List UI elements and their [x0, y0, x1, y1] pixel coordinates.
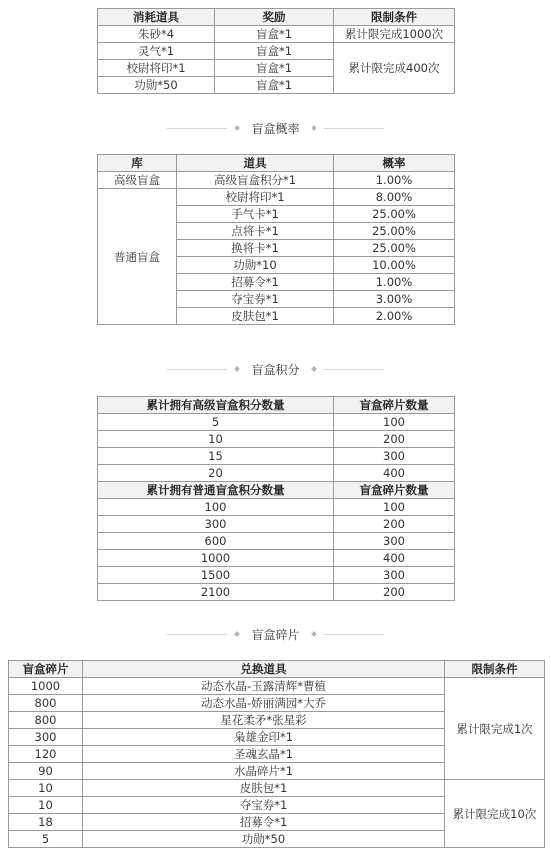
table-header-row [9, 661, 545, 678]
table-row [98, 465, 455, 482]
header-fragments: 盲盒碎片数量 [334, 482, 455, 499]
cell-fragments: 200 [334, 516, 455, 533]
cell-fragments: 400 [334, 550, 455, 567]
table-row [9, 780, 545, 797]
table-row [98, 550, 455, 567]
header-limit: 限制条件 [334, 9, 455, 26]
cell-points: 1000 [98, 550, 334, 567]
section-title-points: 盲盒积分 [0, 361, 551, 377]
cell-fragments: 300 [334, 448, 455, 465]
table-row [98, 567, 455, 584]
cell-item: 皮肤包*1 [83, 780, 445, 797]
cell-item: 功勋*50 [98, 77, 215, 94]
cell-points: 300 [98, 516, 334, 533]
table-header-row [98, 482, 455, 499]
cell-cost: 120 [9, 746, 83, 763]
table-row [98, 189, 455, 206]
table-row [98, 43, 455, 60]
header-probability: 概率 [334, 155, 455, 172]
cell-item: 夺宝券*1 [177, 291, 334, 308]
cell-library: 普通盲盒 [98, 189, 177, 325]
cell-probability: 25.00% [334, 223, 455, 240]
cell-fragments: 300 [334, 567, 455, 584]
cell-item: 功勋*50 [83, 831, 445, 848]
cell-points: 15 [98, 448, 334, 465]
cell-item: 校尉将印*1 [177, 189, 334, 206]
header-normal-points: 累计拥有普通盲盒积分数量 [98, 482, 334, 499]
cell-item: 功勋*10 [177, 257, 334, 274]
table-row [98, 584, 455, 601]
cell-cost: 800 [9, 712, 83, 729]
cell-item: 动态水晶-玉露清辉*曹植 [83, 678, 445, 695]
consume-reward-table [97, 8, 455, 94]
cell-item: 灵气*1 [98, 43, 215, 60]
cell-probability: 25.00% [334, 240, 455, 257]
divider [167, 634, 227, 635]
table-row [98, 448, 455, 465]
cell-fragments: 200 [334, 431, 455, 448]
cell-item: 水晶碎片*1 [83, 763, 445, 780]
divider [324, 369, 384, 370]
cell-item: 高级盲盒积分*1 [177, 172, 334, 189]
cell-probability: 1.00% [334, 274, 455, 291]
cell-fragments: 100 [334, 499, 455, 516]
table-row [98, 533, 455, 550]
points-table [97, 396, 455, 601]
cell-reward: 盲盒*1 [215, 60, 334, 77]
header-fragment-cost: 盲盒碎片 [9, 661, 83, 678]
cell-points: 100 [98, 499, 334, 516]
header-high-points: 累计拥有高级盲盒积分数量 [98, 397, 334, 414]
cell-probability: 10.00% [334, 257, 455, 274]
cell-probability: 25.00% [334, 206, 455, 223]
diamond-icon [311, 631, 317, 637]
cell-cost: 1000 [9, 678, 83, 695]
section-title-fragments: 盲盒碎片 [0, 626, 551, 642]
diamond-icon [311, 366, 317, 372]
cell-cost: 18 [9, 814, 83, 831]
cell-points: 600 [98, 533, 334, 550]
cell-probability: 1.00% [334, 172, 455, 189]
table-header-row [98, 155, 455, 172]
diamond-icon [311, 125, 317, 131]
table-row [98, 499, 455, 516]
table-row [98, 431, 455, 448]
divider [324, 128, 384, 129]
cell-library: 高级盲盒 [98, 172, 177, 189]
cell-item: 动态水晶-娇丽满园*大乔 [83, 695, 445, 712]
cell-item: 手气卡*1 [177, 206, 334, 223]
cell-cost: 5 [9, 831, 83, 848]
cell-fragments: 400 [334, 465, 455, 482]
cell-item: 校尉将印*1 [98, 60, 215, 77]
probability-table [97, 154, 455, 325]
diamond-icon [235, 125, 241, 131]
cell-probability: 8.00% [334, 189, 455, 206]
divider [324, 634, 384, 635]
header-reward: 奖励 [215, 9, 334, 26]
header-library: 库 [98, 155, 177, 172]
cell-item: 皮肤包*1 [177, 308, 334, 325]
table-header-row [98, 9, 455, 26]
cell-cost: 300 [9, 729, 83, 746]
cell-cost: 10 [9, 797, 83, 814]
cell-fragments: 100 [334, 414, 455, 431]
cell-item: 圣魂玄晶*1 [83, 746, 445, 763]
cell-points: 1500 [98, 567, 334, 584]
cell-item: 星花柔矛*张星彩 [83, 712, 445, 729]
header-exchange-item: 兑换道具 [83, 661, 445, 678]
cell-probability: 3.00% [334, 291, 455, 308]
cell-item: 枭雄金印*1 [83, 729, 445, 746]
cell-limit: 累计限完成400次 [334, 43, 455, 94]
header-fragments: 盲盒碎片数量 [334, 397, 455, 414]
cell-points: 20 [98, 465, 334, 482]
cell-points: 10 [98, 431, 334, 448]
cell-limit: 累计限完成10次 [445, 780, 545, 848]
table-row [9, 678, 545, 695]
diamond-icon [235, 631, 241, 637]
header-limit: 限制条件 [445, 661, 545, 678]
cell-reward: 盲盒*1 [215, 77, 334, 94]
divider [167, 369, 227, 370]
header-consume-item: 消耗道具 [98, 9, 215, 26]
cell-item: 招募令*1 [83, 814, 445, 831]
table-row [98, 414, 455, 431]
cell-cost: 10 [9, 780, 83, 797]
section-title-probability: 盲盒概率 [0, 120, 551, 136]
table-header-row [98, 397, 455, 414]
cell-fragments: 300 [334, 533, 455, 550]
diamond-icon [235, 366, 241, 372]
table-row [98, 26, 455, 43]
table-row [98, 172, 455, 189]
cell-limit: 累计限完成1000次 [334, 26, 455, 43]
cell-fragments: 200 [334, 584, 455, 601]
table-row [98, 516, 455, 533]
cell-reward: 盲盒*1 [215, 43, 334, 60]
cell-probability: 2.00% [334, 308, 455, 325]
cell-cost: 800 [9, 695, 83, 712]
cell-limit: 累计限完成1次 [445, 678, 545, 780]
header-item: 道具 [177, 155, 334, 172]
divider [167, 128, 227, 129]
cell-reward: 盲盒*1 [215, 26, 334, 43]
cell-points: 5 [98, 414, 334, 431]
cell-points: 2100 [98, 584, 334, 601]
cell-item: 朱砂*4 [98, 26, 215, 43]
fragment-exchange-table [8, 660, 545, 848]
cell-item: 夺宝券*1 [83, 797, 445, 814]
cell-item: 招募令*1 [177, 274, 334, 291]
cell-item: 换将卡*1 [177, 240, 334, 257]
cell-item: 点将卡*1 [177, 223, 334, 240]
cell-cost: 90 [9, 763, 83, 780]
